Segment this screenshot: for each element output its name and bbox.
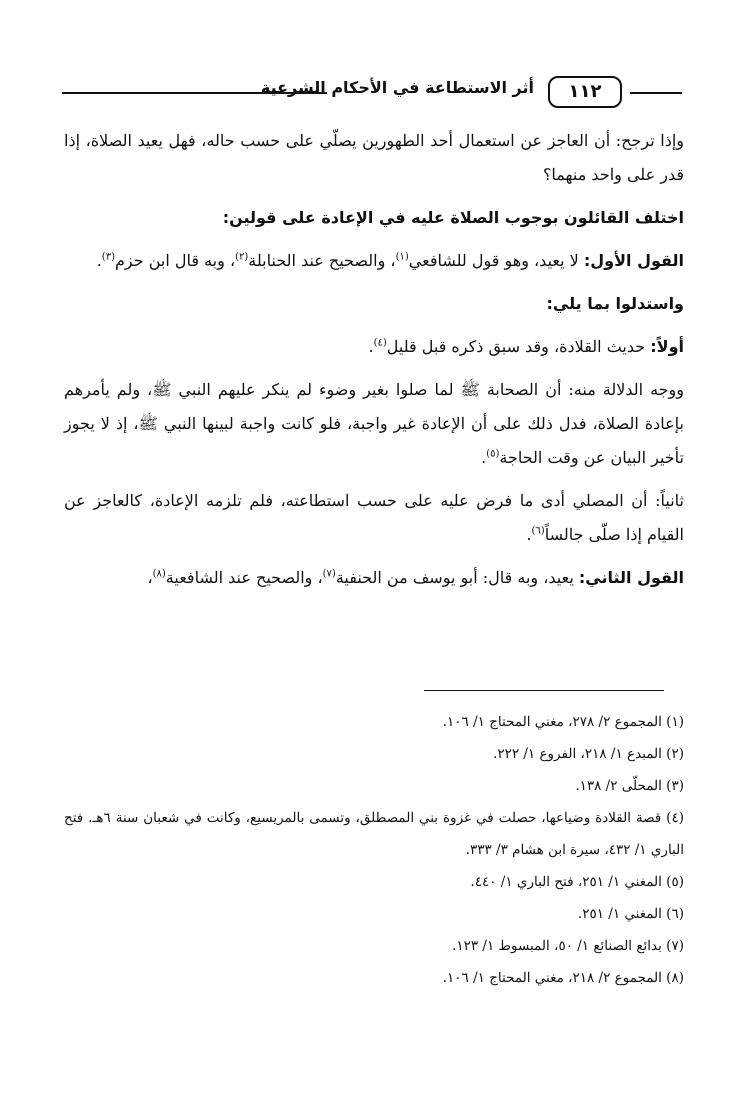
- footnote-ref-5[interactable]: (٥): [486, 448, 500, 460]
- footnote-item: (٣) المحلّى ٢/ ١٣٨.: [575, 778, 684, 794]
- footnotes: [64, 706, 684, 994]
- evidence-first-end: .: [368, 337, 374, 356]
- footnote-item: (٢) المبدع ١/ ٢١٨، الفروع ١/ ٢٢٢.: [493, 746, 684, 762]
- page-number-badge: ١١٢: [548, 76, 622, 108]
- first-opinion-text-a: لا يعيد، وهو قول للشافعي: [408, 251, 584, 270]
- paragraph-second-opinion: [64, 561, 684, 595]
- footnote-item: (٤) قصة القلادة وضياعها، حصلت في غزوة بني المصطلق، وتسمى بالمريسيع، وكانت في شعبان سنة ٦هـ. فتح الباري ١/ ٤٣٢، سيرة ابن هشام ٣/ ٣٣٣.: [64, 810, 684, 858]
- evidence-second-text: ثانياً: أن المصلي أدى ما فرض عليه على حسب استطاعته، فلم تلزمه الإعادة، كالعاجز عن القيام إذا صلّى جالساً: [64, 491, 684, 544]
- footnote-ref-3[interactable]: (٣): [101, 251, 115, 263]
- footnote-item: (٧) بدائع الصنائع ١/ ٥٠، المبسوط ١/ ١٢٣.: [452, 938, 684, 954]
- footnote-ref-6[interactable]: (٦): [531, 525, 545, 537]
- page-header: [62, 76, 682, 112]
- second-opinion-heading: القول الثاني:: [578, 568, 684, 587]
- second-opinion-text-b: ، والصحيح عند الشافعية: [165, 568, 323, 587]
- first-opinion-end: .: [96, 251, 102, 270]
- evidence-second-end: .: [526, 525, 532, 544]
- footnote-divider: [424, 690, 664, 691]
- evidence-first-text: حديث القلادة، وقد سبق ذكره قبل قليل: [386, 337, 651, 356]
- paragraph-evidence-intro: واستدلوا بما يلي:: [546, 294, 684, 313]
- footnote-ref-7[interactable]: (٧): [322, 568, 336, 580]
- first-opinion-heading: القول الأول:: [583, 251, 684, 270]
- indication-end: .: [481, 448, 487, 467]
- footnote-ref-8[interactable]: (٨): [152, 568, 166, 580]
- paragraph-indication: [64, 373, 684, 475]
- paragraph-disagreement: اختلف القائلون بوجوب الصلاة عليه في الإعادة على قولين:: [222, 208, 684, 227]
- paragraph-evidence-first: [64, 330, 684, 364]
- first-opinion-text-b: ، والصحيح عند الحنابلة: [248, 251, 396, 270]
- indication-text: ووجه الدلالة منه: أن الصحابة ﷺ لما صلوا بغير وضوء لم ينكر عليهم النبي ﷺ، ولم يأمرهم بإعادة الصلاة، فدل ذلك على أن الإعادة غير واجبة، فلو كانت واجبة لبينها النبي ﷺ، إذ لا يجوز تأخير البيان عن وقت الحاجة: [64, 380, 684, 467]
- first-opinion-text-c: ، وبه قال ابن حزم: [114, 251, 236, 270]
- footnote-item: (٥) المغني ١/ ٢٥١، فتح الباري ١/ ٤٤٠.: [470, 874, 684, 890]
- paragraph-question: وإذا ترجح: أن العاجز عن استعمال أحد الطهورين يصلّي على حسب حاله، فهل يعيد الصلاة، إذا قدر على واحد منهما؟: [64, 131, 685, 184]
- second-opinion-text-a: يعيد، وبه قال: أبو يوسف من الحنفية: [335, 568, 579, 587]
- footnote-ref-1[interactable]: (١): [395, 251, 409, 263]
- footnote-ref-2[interactable]: (٢): [235, 251, 249, 263]
- paragraph-first-opinion: [64, 244, 684, 278]
- running-title: أثر الاستطاعة في الأحكام الشرعية: [260, 78, 534, 97]
- footnote-item: (٨) المجموع ٢/ ٢١٨، مغني المحتاج ١/ ١٠٦.: [442, 970, 684, 986]
- footnote-item: (٦) المغني ١/ ٢٥١.: [577, 906, 684, 922]
- footnote-ref-4[interactable]: (٤): [373, 337, 387, 349]
- header-rule-right: [630, 92, 682, 94]
- second-opinion-end: ،: [147, 568, 153, 587]
- paragraph-evidence-second: [64, 484, 684, 552]
- main-text: [64, 124, 684, 604]
- footnote-item: (١) المجموع ٢/ ٢٧٨، مغني المحتاج ١/ ١٠٦.: [442, 714, 684, 730]
- evidence-first-heading: أولاً:: [650, 337, 684, 356]
